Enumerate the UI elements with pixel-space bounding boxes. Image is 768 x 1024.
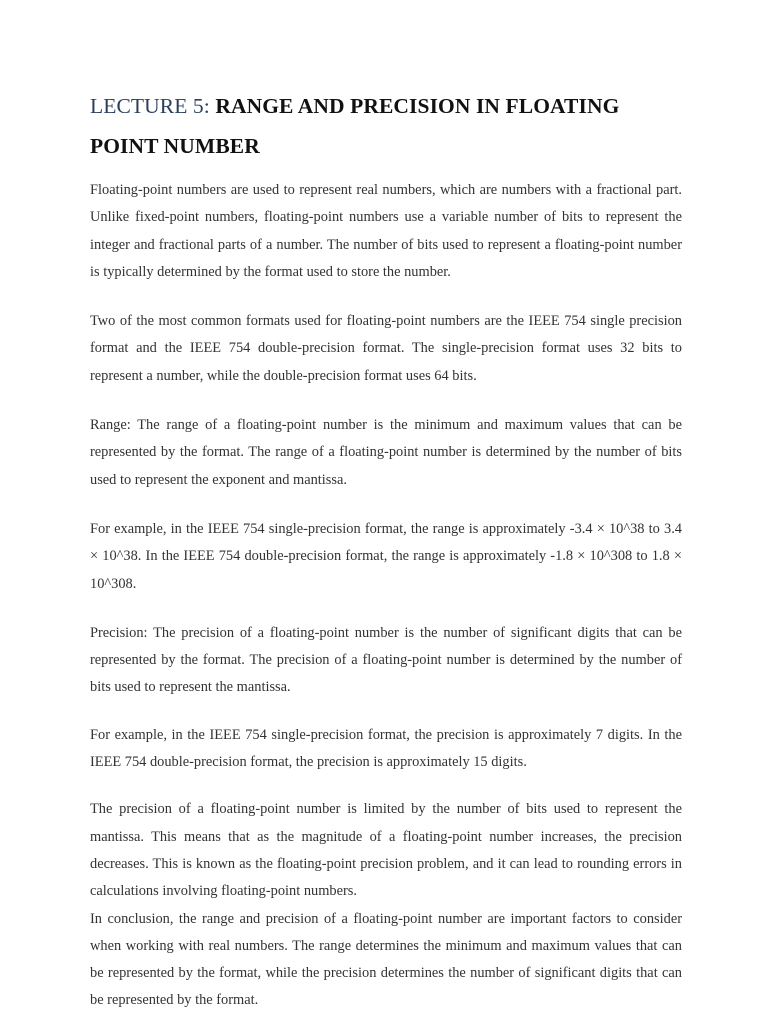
paragraph-precision: Precision: The precision of a floating-point number is the number of significant digits that can be represented by the format. The precision of a floating-point number is determined by the number of bits used to represent the mantissa.: [90, 624, 682, 696]
paragraph-formats: Two of the most common formats used for floating-point numbers are the IEEE 754 single precision format and the IEEE 754 double-precision format. The single-precision format uses 32 bits to represent a number, while the double-precision format uses 64 bits.: [90, 313, 682, 384]
paragraph-intro: Floating-point numbers are used to represent real numbers, which are numbers with a fractional part. Unlike fixed-point numbers, floating-point numbers use a variable number of bits to represent the integer and fractional parts of a number. The number of bits used to represent a floating-point number is typically determined by the format used to store the number.: [90, 182, 682, 280]
paragraph-conclusion: In conclusion, the range and precision of a floating-point number are important factors to consider when working with real numbers. The range determines the minimum and maximum values that can be represented by the format, while the precision determines the number of significant digits that can be represented by the format.: [90, 910, 682, 1009]
document-page: [90, 86, 682, 1015]
page-title: [90, 86, 682, 166]
paragraph-precision-example: For example, in the IEEE 754 single-precision format, the precision is approximately 7 digits. In the IEEE 754 double-precision format, the precision is approximately 15 digits.: [90, 726, 682, 771]
paragraph-range-example: For example, in the IEEE 754 single-precision format, the range is approximately -3.4 × 10^38 to 3.4 × 10^38. In the IEEE 754 double-precision format, the range is approximately -1.8 × 10^308 to 1.8 × 10^308.: [90, 520, 682, 592]
title-prefix: LECTURE 5:: [90, 94, 210, 118]
title-main: RANGE AND PRECISION IN FLOATING POINT NUMBER: [90, 94, 620, 158]
paragraph-range: Range: The range of a floating-point number is the minimum and maximum values that can be represented by the format. The range of a floating-point number is determined by the number of bits used to represent the exponent and mantissa.: [90, 417, 682, 488]
paragraph-precision-problem: The precision of a floating-point number is limited by the number of bits used to represent the mantissa. This means that as the magnitude of a floating-point number increases, the precision decreases. This is known as the floating-point precision problem, and it can lead to rounding errors in calculations involving floating-point numbers.: [90, 801, 682, 900]
